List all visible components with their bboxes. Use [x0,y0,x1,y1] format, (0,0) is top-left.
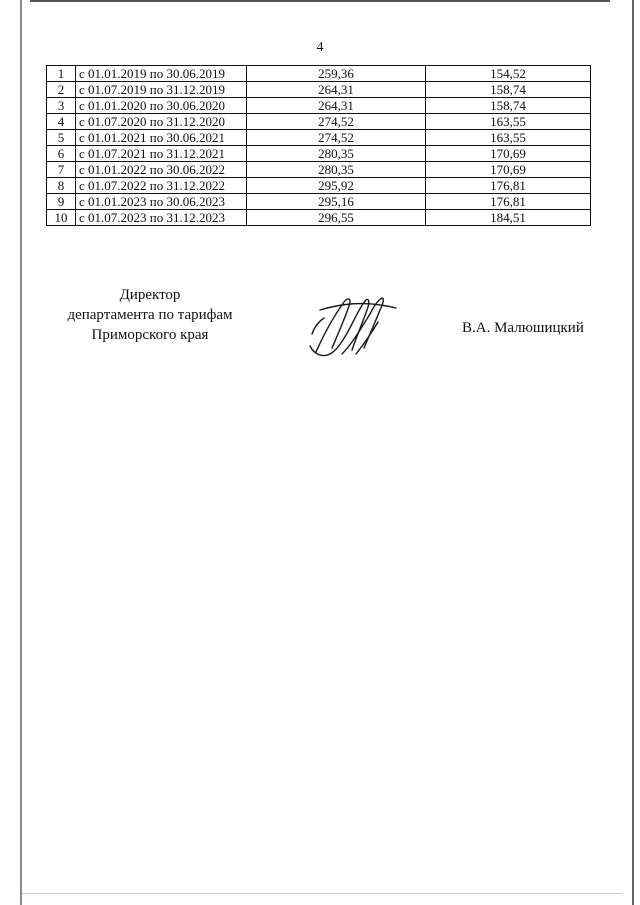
value-1-cell: 264,31 [247,82,426,98]
period-cell: с 01.01.2020 по 30.06.2020 [76,98,247,114]
value-2-cell: 158,74 [426,98,591,114]
value-2-cell: 163,55 [426,114,591,130]
value-1-cell: 264,31 [247,98,426,114]
value-2-cell: 184,51 [426,210,591,226]
table-row [47,66,591,82]
value-1-cell: 274,52 [247,130,426,146]
value-1-cell: 280,35 [247,162,426,178]
table-row [47,98,591,114]
value-1-cell: 274,52 [247,114,426,130]
scan-border-right [632,0,634,905]
period-cell: с 01.07.2022 по 31.12.2022 [76,178,247,194]
value-2-cell: 154,52 [426,66,591,82]
period-cell: с 01.01.2023 по 30.06.2023 [76,194,247,210]
value-1-cell: 295,92 [247,178,426,194]
table-row [47,114,591,130]
value-1-cell: 296,55 [247,210,426,226]
table-row [47,130,591,146]
signatory-name: В.А. Малюшицкий [462,320,584,336]
value-2-cell: 158,74 [426,82,591,98]
value-2-cell: 176,81 [426,194,591,210]
table-row [47,82,591,98]
period-cell: с 01.01.2022 по 30.06.2022 [76,162,247,178]
row-number-cell: 10 [47,210,76,226]
table-row [47,194,591,210]
period-cell: с 01.01.2021 по 30.06.2021 [76,130,247,146]
value-2-cell: 170,69 [426,146,591,162]
period-cell: с 01.07.2021 по 31.12.2021 [76,146,247,162]
handwritten-signature [300,288,400,368]
tariff-table [46,65,591,226]
row-number-cell: 1 [47,66,76,82]
value-1-cell: 259,36 [247,66,426,82]
page-number: 4 [316,40,324,55]
period-cell: с 01.01.2019 по 30.06.2019 [76,66,247,82]
value-2-cell: 176,81 [426,178,591,194]
scan-border-top [30,0,610,2]
signatory-title-line-1: Директор [119,287,181,303]
row-number-cell: 8 [47,178,76,194]
row-number-cell: 5 [47,130,76,146]
signatory-title-line-3: Приморского края [91,327,209,343]
signatory-title-line-2: департамента по тарифам [67,307,233,323]
value-1-cell: 295,16 [247,194,426,210]
period-cell: с 01.07.2023 по 31.12.2023 [76,210,247,226]
row-number-cell: 9 [47,194,76,210]
value-1-cell: 280,35 [247,146,426,162]
period-cell: с 01.07.2019 по 31.12.2019 [76,82,247,98]
row-number-cell: 3 [47,98,76,114]
value-2-cell: 170,69 [426,162,591,178]
tariff-table-body [47,66,591,226]
value-2-cell: 163,55 [426,130,591,146]
table-row [47,162,591,178]
row-number-cell: 4 [47,114,76,130]
table-row [47,146,591,162]
signatory-title [45,285,255,345]
scan-border-left [20,0,22,905]
row-number-cell: 6 [47,146,76,162]
row-number-cell: 2 [47,82,76,98]
scan-border-bottom [22,893,622,894]
table-row [47,178,591,194]
period-cell: с 01.07.2020 по 31.12.2020 [76,114,247,130]
table-row [47,210,591,226]
row-number-cell: 7 [47,162,76,178]
